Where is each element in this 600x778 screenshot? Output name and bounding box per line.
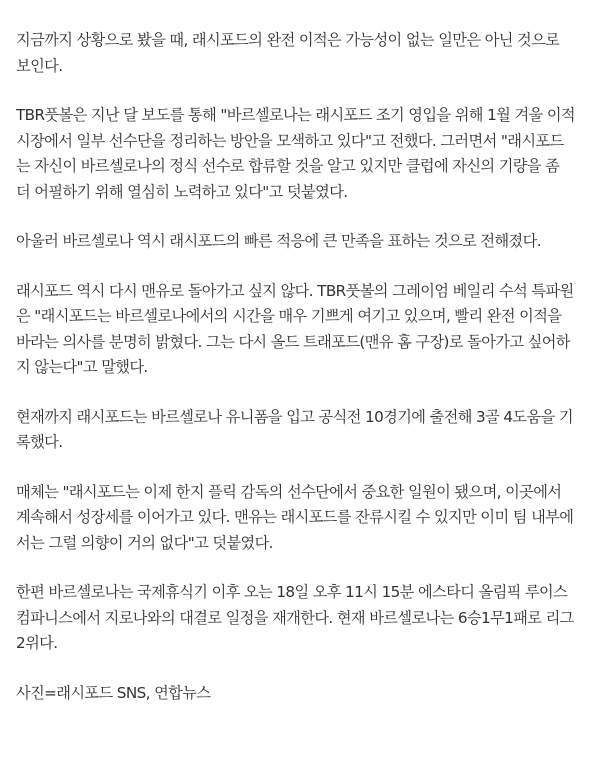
paragraph-line: 아울러 바르셀로나 역시 래시포드의 빠른 적응에 큰 만족을 표하는 것으로 전해졌다.: [16, 232, 541, 250]
paragraph-line: 현재까지 래시포드는 바르셀로나 유니폼을 입고 공식전 10경기에 출전해 3골 4도움을 기: [16, 407, 573, 426]
paragraph-line: 보인다.: [16, 56, 63, 75]
paragraph-line: 바라는 의사를 분명히 밝혔다. 그는 다시 올드 트래포드(맨유 홈 구장)로 돌아가고 싶어하: [16, 332, 570, 351]
paragraph-line: 계속해서 성장세를 이어가고 있다. 맨유는 래시포드를 잔류시킬 수 있지만 이미 팀 내부에: [16, 508, 574, 526]
paragraph-line: 매체는 "래시포드는 이제 한지 플릭 감독의 선수단에서 중요한 일원이 됐으며, 이곳에서: [16, 482, 562, 501]
paragraph-line: 은 "래시포드는 바르셀로나에서의 시간을 매우 기쁘게 여기고 있으며, 빨리 완전 이적을: [16, 307, 562, 325]
paragraph-line: 더 어필하기 위해 열심히 노력하고 있다"고 덧붙였다.: [16, 182, 348, 201]
paragraph-line: 서는 그럴 의향이 거의 없다"고 덧붙였다.: [16, 533, 273, 552]
paragraph-line: TBR풋볼은 지난 달 보도를 통해 "바르셀로나는 래시포드 조기 영입을 위해 1월 겨울 이적: [16, 106, 575, 124]
paragraph-5: [16, 405, 584, 456]
paragraph-line: 한편 바르셀로나는 국제휴식기 이후 오는 18일 오후 11시 15분 에스타디 올림픽 루이스: [16, 583, 568, 601]
paragraph-line: 래시포드 역시 다시 맨유로 돌아가고 싶지 않다. TBR풋볼의 그레이엄 베일리 수석 특파원: [16, 281, 574, 300]
paragraph-line: 2위다.: [16, 634, 58, 652]
paragraph-line: 지 않는다"고 말했다.: [16, 358, 148, 376]
paragraph-line: 는 자신이 바르셀로나의 정식 선수로 합류할 것을 알고 있지만 클럽에 자신의 기량을 좀: [16, 157, 560, 175]
paragraph-line: 컴파니스에서 지로나와의 대결로 일정을 재개한다. 현재 바르셀로나는 6승1무1패로 리그: [16, 608, 574, 627]
photo-credit: [16, 681, 584, 707]
paragraph-6: [16, 480, 584, 557]
paragraph-2: [16, 103, 584, 205]
paragraph-4: [16, 279, 584, 381]
photo-credit-text: 사진=래시포드 SNS, 연합뉴스: [16, 683, 211, 702]
paragraph-line: 록했다.: [16, 433, 63, 451]
paragraph-1: [16, 28, 584, 79]
paragraph-7: [16, 580, 584, 657]
paragraph-3: [16, 229, 584, 255]
paragraph-line: 시장에서 일부 선수단을 정리하는 방안을 모색하고 있다"고 전했다. 그러면서 "래시포드: [16, 131, 564, 150]
paragraph-line: 지금까지 상황으로 봤을 때, 래시포드의 완전 이적은 가능성이 없는 일만은 아닌 것으로: [16, 31, 560, 49]
